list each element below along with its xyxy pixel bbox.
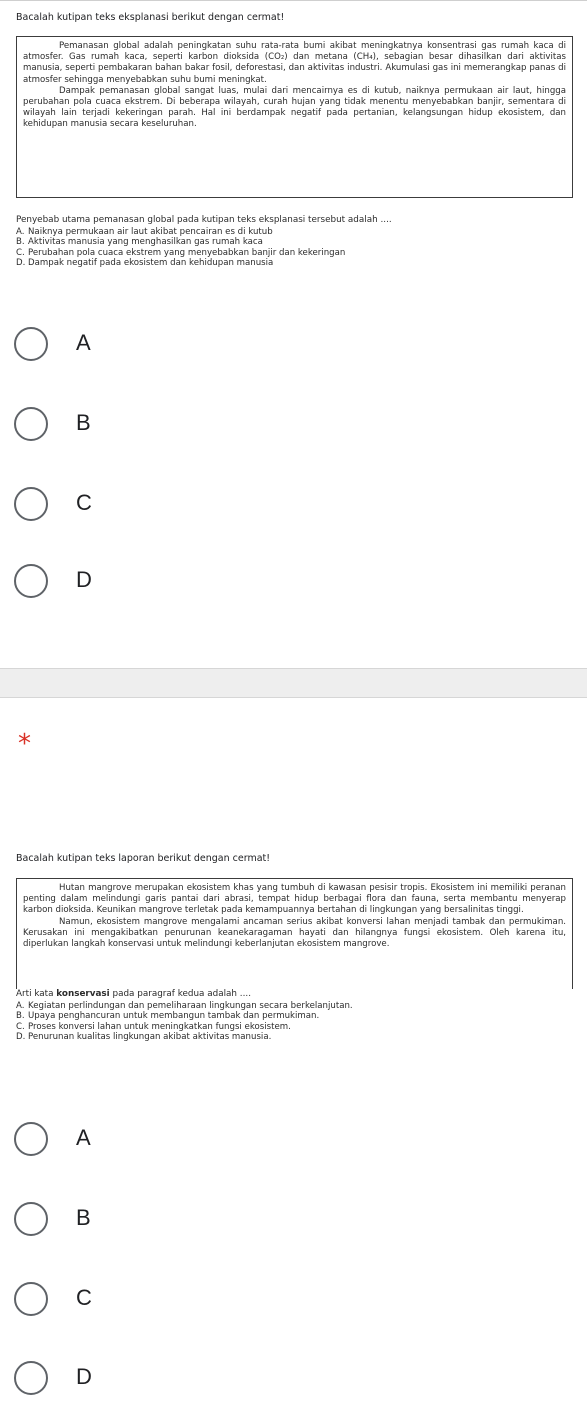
- answer-option-list: [16, 1001, 353, 1043]
- question-divider: [0, 668, 587, 698]
- answer-option: [16, 1022, 353, 1032]
- radio-choice-c[interactable]: [14, 1282, 214, 1322]
- radio-circle-icon[interactable]: [14, 1361, 48, 1395]
- answer-option: [16, 1032, 353, 1042]
- radio-circle-icon[interactable]: [14, 1122, 48, 1156]
- option-letter: B.: [16, 237, 25, 248]
- option-text: Upaya penghancuran untuk membangun tambak dan permukiman.: [28, 1011, 320, 1022]
- stem-text: Arti kata: [16, 989, 57, 999]
- radio-circle-icon[interactable]: [14, 1282, 48, 1316]
- option-letter: A.: [16, 227, 25, 237]
- stem-text: pada paragraf kedua adalah ....: [109, 989, 251, 999]
- radio-label: B: [76, 410, 91, 435]
- answer-option: [16, 227, 345, 237]
- answer-option: [16, 1001, 353, 1011]
- option-text: Proses konversi lahan untuk meningkatkan fungsi ekosistem.: [28, 1021, 291, 1032]
- option-letter: A.: [16, 1001, 25, 1011]
- radio-label: A: [76, 1125, 91, 1150]
- option-text: Kegiatan perlindungan dan pemeliharaan lingkungan secara berkelanjutan.: [28, 1001, 353, 1011]
- stem-keyword: konservasi: [56, 989, 110, 999]
- option-text: Aktivitas manusia yang menghasilkan gas rumah kaca: [28, 237, 263, 248]
- radio-choice-d[interactable]: [14, 1361, 214, 1401]
- radio-circle-icon[interactable]: [14, 1202, 48, 1236]
- answer-option: [16, 1011, 353, 1021]
- passage-box: [16, 36, 573, 198]
- option-letter: C.: [16, 247, 25, 258]
- option-text: Naiknya permukaan air laut akibat pencairan es di kutub: [28, 227, 273, 237]
- radio-circle-icon[interactable]: [14, 407, 48, 441]
- radio-label: D: [76, 567, 92, 592]
- option-letter: C.: [16, 1021, 25, 1032]
- radio-circle-icon[interactable]: [14, 327, 48, 361]
- radio-choice-a[interactable]: [14, 327, 214, 367]
- radio-choice-b[interactable]: [14, 1202, 214, 1242]
- radio-label: C: [76, 490, 92, 515]
- option-text: Perubahan pola cuaca ekstrem yang menyebabkan banjir dan kekeringan: [28, 247, 346, 258]
- radio-choice-d[interactable]: [14, 564, 214, 604]
- radio-circle-icon[interactable]: [14, 487, 48, 521]
- passage-box: [16, 878, 573, 989]
- answer-option: [16, 258, 345, 268]
- question-instruction: Bacalah kutipan teks eksplanasi berikut dengan cermat!: [16, 12, 285, 23]
- radio-choice-b[interactable]: [14, 407, 214, 447]
- radio-label: A: [76, 330, 91, 355]
- top-border: [0, 0, 587, 1]
- option-text: Penurunan kualitas lingkungan akibat aktivitas manusia.: [28, 1032, 272, 1043]
- answer-option-list: [16, 227, 345, 269]
- radio-circle-icon[interactable]: [14, 564, 48, 598]
- question-stem: Penyebab utama pemanasan global pada kutipan teks eksplanasi tersebut adalah ....: [16, 215, 392, 225]
- passage-paragraph: Dampak pemanasan global sangat luas, mulai dari mencairnya es di kutub, naiknya permukaan air laut, hingga perubahan pola cuaca ekstrem. Di beberapa wilayah, curah hujan yang tidak menentu menyebabkan banjir, sementara di wilayah lain terjadi kekeringan parah. Hal ini berdampak negatif pada pertanian, kelangsungan hidup ekosistem, dan kehidupan manusia secara keseluruhan.: [23, 85, 566, 130]
- option-letter: D.: [16, 258, 26, 269]
- question-instruction: Bacalah kutipan teks laporan berikut dengan cermat!: [16, 853, 271, 864]
- option-letter: D.: [16, 1032, 26, 1043]
- radio-choice-a[interactable]: [14, 1122, 214, 1162]
- option-text: Dampak negatif pada ekosistem dan kehidupan manusia: [28, 258, 274, 269]
- question-stem: [16, 989, 251, 1000]
- radio-label: B: [76, 1205, 91, 1230]
- radio-label: D: [76, 1364, 92, 1389]
- radio-label: C: [76, 1285, 92, 1310]
- radio-choice-c[interactable]: [14, 487, 214, 527]
- option-letter: B.: [16, 1011, 25, 1022]
- required-asterisk: *: [18, 729, 31, 759]
- passage-paragraph: Hutan mangrove merupakan ekosistem khas yang tumbuh di kawasan pesisir tropis. Ekosistem ini memiliki peranan penting dalam melindungi garis pantai dari abrasi, tempat hidup berbagai flora dan fauna, serta membantu menyerap karbon dioksida. Keunikan mangrove terletak pada kemampuannya bertahan di lingkungan yang bersalinitas tinggi.: [23, 883, 566, 916]
- answer-option: [16, 237, 345, 247]
- answer-option: [16, 248, 345, 258]
- passage-paragraph: Namun, ekosistem mangrove mengalami ancaman serius akibat konversi lahan menjadi tambak dan permukiman. Kerusakan ini mengakibatkan penurunan keanekaragaman hayati dan hilangnya fungsi ekosistem. Oleh karena itu, diperlukan langkah konservasi untuk melindungi keberlanjutan ekosistem mangrove.: [23, 916, 566, 950]
- passage-paragraph: Pemanasan global adalah peningkatan suhu rata-rata bumi akibat meningkatnya konsentrasi gas rumah kaca di atmosfer. Gas rumah kaca, seperti karbon dioksida (CO₂) dan metana (CH₄), sebagian besar dihasilkan dari aktivitas manusia, seperti pembakaran bahan bakar fosil, deforestasi, dan aktivitas industri. Akumulasi gas ini memerangkap panas di atmosfer sehingga menyebabkan suhu bumi meningkat.: [23, 41, 566, 85]
